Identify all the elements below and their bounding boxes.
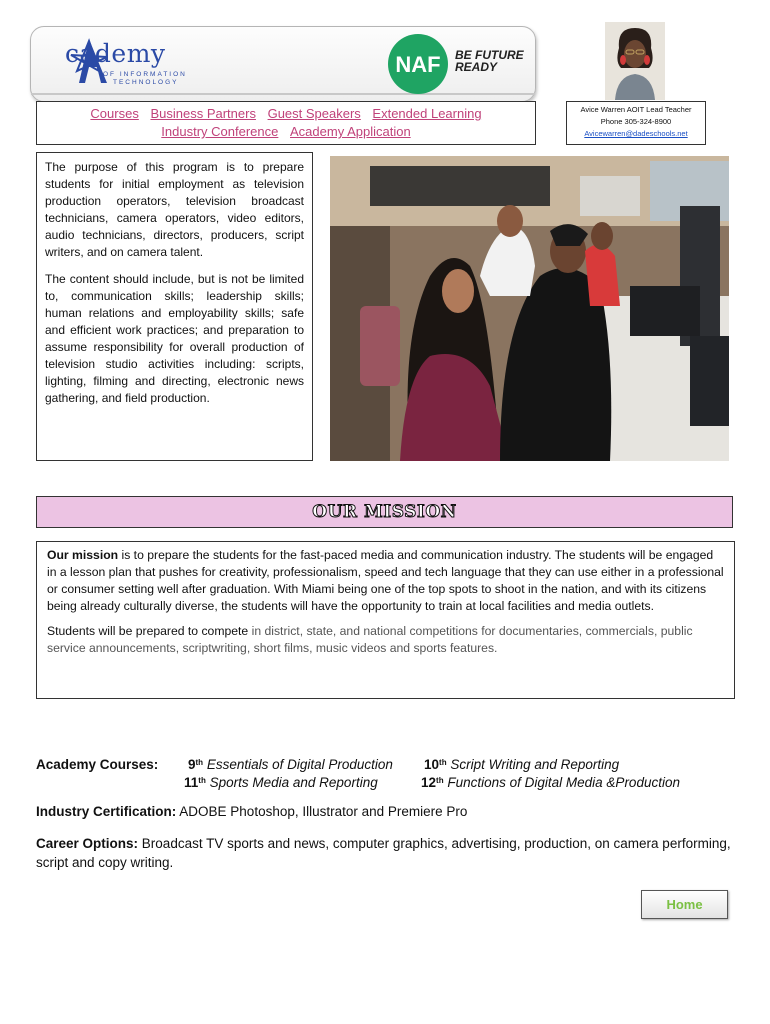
course-grade: 10	[424, 757, 440, 772]
home-button[interactable]: Home	[641, 890, 728, 919]
nav-link-courses[interactable]: Courses	[90, 106, 139, 121]
course-item	[421, 775, 680, 790]
career-value: Broadcast TV sports and news, computer graphics, advertising, production, on camera performing, script and copy writing.	[36, 836, 731, 870]
nav-link-academy-application[interactable]: Academy Application	[290, 124, 411, 139]
courses-label: Academy Courses:	[36, 757, 159, 772]
nav-link-industry-conference[interactable]: Industry Conference	[161, 124, 279, 139]
course-grade-suffix: th	[439, 758, 447, 767]
contact-box	[566, 101, 706, 145]
academy-subtitle-line2: TECHNOLOGY	[113, 79, 179, 86]
academy-subtitle-line1: OF INFORMATION	[103, 71, 187, 78]
mission-lead: Our mission	[47, 548, 119, 562]
nav-row-1	[37, 106, 535, 121]
naf-tagline	[455, 49, 524, 73]
course-grade: 9	[188, 757, 196, 772]
header-banner	[30, 26, 536, 102]
mission-paragraph-2	[47, 623, 724, 657]
mission-heading-bar	[36, 496, 733, 528]
certification-label: Industry Certification:	[36, 804, 177, 819]
course-grade-suffix: th	[198, 776, 206, 785]
naf-tagline-line1: BE FUTURE	[455, 48, 524, 62]
nav-box	[36, 101, 536, 145]
purpose-paragraph-1: The purpose of this program is to prepare students for initial employment as television production operators, television broadcast technicians, camera operators, video editors, audio technicians, directors, producers, script writers, and on camera talent.	[45, 160, 304, 259]
course-name: Essentials of Digital Production	[206, 757, 393, 772]
course-item	[188, 757, 393, 772]
naf-tagline-line2: READY	[455, 60, 498, 74]
career-options-line	[36, 834, 736, 872]
certification-value: ADOBE Photoshop, Illustrator and Premiere Pro	[179, 804, 468, 819]
course-grade: 11	[184, 775, 199, 790]
certification-line	[36, 804, 467, 819]
career-label: Career Options:	[36, 836, 139, 851]
classroom-photo	[330, 156, 729, 461]
nav-link-extended-learning[interactable]: Extended Learning	[372, 106, 482, 121]
course-item	[184, 775, 378, 790]
course-grade-suffix: th	[436, 776, 444, 785]
academy-wordmark: cademy	[65, 39, 166, 68]
nav-row-2	[37, 124, 535, 139]
contact-email-link[interactable]: Avicewarren@dadeschools.net	[584, 129, 688, 138]
course-name: Functions of Digital Media &Production	[447, 775, 680, 790]
course-name: Sports Media and Reporting	[209, 775, 378, 790]
mission-p2-text-b: in district, state, and national competitions for documentaries, commercials, public service announcements, scriptwriting, short films, music videos and sports features.	[47, 624, 693, 655]
course-grade: 12	[421, 775, 437, 790]
nav-link-business-partners[interactable]: Business Partners	[150, 106, 256, 121]
naf-logo-text: NAF	[395, 52, 441, 77]
course-item	[424, 757, 619, 772]
mission-box	[36, 541, 735, 699]
mission-paragraph-1	[47, 547, 724, 615]
academy-subtitle	[103, 71, 187, 87]
contact-phone: Phone 305-324-8900	[600, 117, 672, 126]
mission-heading: OUR MISSION	[312, 502, 457, 522]
nav-link-guest-speakers[interactable]: Guest Speakers	[267, 106, 361, 121]
course-grade-suffix: th	[195, 758, 204, 767]
naf-logo	[387, 33, 449, 95]
mission-p2-text-a: Students will be prepared to compete	[47, 624, 252, 638]
purpose-paragraph-2: The content should include, but is not be limited to, communication skills; leadership skills; human relations and employability skills; safe and efficient work practices; and preparation to assume responsibility for overall production of television studio activities including: scripts, lighting, filming and directing, electronic news gathering, and field production.	[45, 272, 304, 405]
course-name: Script Writing and Reporting	[450, 757, 620, 772]
teacher-photo	[605, 22, 665, 100]
mission-p1-text: is to prepare the students for the fast-paced media and communication industry. The students will be engaged in a lesson plan that pushes for creativity, professionalism, speed and tech language that they can use either in a professional or consumer setting well after graduation. With Miami being one of the top spots to shoot in the nation, and with its citizens being already culturally diverse, the students will have the opportunity to train at local facilities and media outlets.	[47, 548, 724, 613]
contact-name: Avice Warren AOIT Lead Teacher	[580, 105, 692, 114]
program-purpose-box	[36, 152, 313, 461]
